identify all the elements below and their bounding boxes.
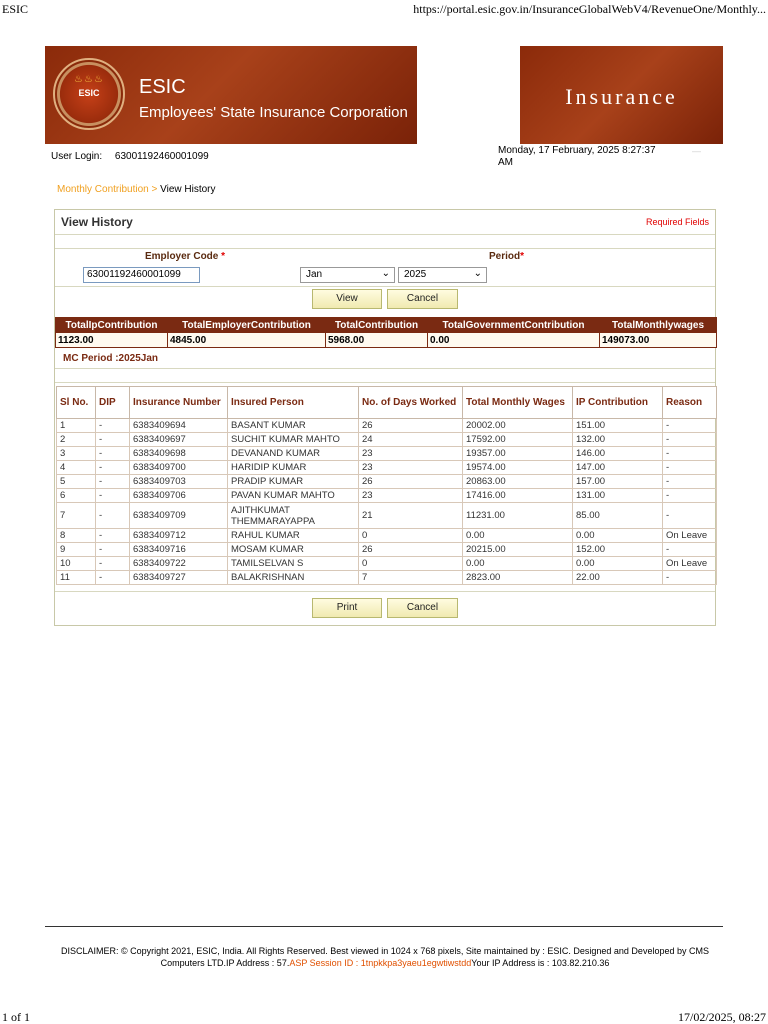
col-insured-person-cell: TAMILSELVAN S (228, 557, 359, 571)
table-row (57, 503, 717, 529)
col-insurance-number-cell: 6383409727 (130, 571, 228, 585)
disclaimer-ip: Computers LTD.IP Address : 57. (160, 958, 290, 968)
cancel-bottom-button[interactable]: Cancel (387, 598, 458, 618)
period-label: Period* (489, 251, 525, 262)
col-sl-no-cell: 4 (57, 461, 96, 475)
col-monthly-wages-cell: 20215.00 (463, 543, 573, 557)
header-right-link[interactable]: — (692, 146, 701, 156)
col-insured-person-cell: AJITHKUMAT THEMMARAYAPPA (228, 503, 359, 529)
col-monthly-wages-cell: 20863.00 (463, 475, 573, 489)
col-days-worked-cell: 23 (359, 489, 463, 503)
col-insurance-number-cell: 6383409709 (130, 503, 228, 529)
total-monthly-wages-value: 149073.00 (600, 333, 717, 348)
table-row (57, 529, 717, 543)
insurance-banner (520, 46, 723, 144)
table-row (57, 461, 717, 475)
col-sl-no-cell: 1 (57, 419, 96, 433)
col-ip-contribution-header: IP Contribution (573, 387, 663, 419)
col-insured-person-cell: BASANT KUMAR (228, 419, 359, 433)
col-insurance-number-cell: 6383409700 (130, 461, 228, 475)
col-ip-contribution-cell: 151.00 (573, 419, 663, 433)
col-insured-person-cell: MOSAM KUMAR (228, 543, 359, 557)
print-button[interactable]: Print (312, 598, 382, 618)
col-days-worked-cell: 24 (359, 433, 463, 447)
col-sl-no-cell: 7 (57, 503, 96, 529)
col-dip-cell: - (96, 419, 130, 433)
required-fields-note: Required Fields (645, 217, 709, 227)
col-reason-header: Reason (663, 387, 717, 419)
col-ip-contribution-cell: 85.00 (573, 503, 663, 529)
disclaimer (40, 945, 730, 969)
esic-logo (53, 58, 125, 130)
breadcrumb (57, 184, 216, 195)
col-days-worked-cell: 0 (359, 557, 463, 571)
col-sl-no-cell: 8 (57, 529, 96, 543)
session-id: ASP Session ID : 1tnpkkpa3yaeu1egwtiwstdd (289, 958, 472, 968)
col-dip-header: DIP (96, 387, 130, 419)
col-insured-person-cell: PAVAN KUMAR MAHTO (228, 489, 359, 503)
chevron-down-icon: ⌄ (381, 268, 390, 279)
col-insured-person-cell: SUCHIT KUMAR MAHTO (228, 433, 359, 447)
table-row (57, 447, 717, 461)
footer-divider (45, 926, 723, 927)
col-ip-contribution-cell: 0.00 (573, 529, 663, 543)
user-login (51, 151, 209, 162)
total-government-contribution-value: 0.00 (428, 333, 600, 348)
table-row (57, 419, 717, 433)
disclaimer-line-2 (40, 957, 730, 969)
col-dip-cell: - (96, 503, 130, 529)
divider (55, 248, 715, 249)
totals-table (55, 317, 717, 348)
col-reason-cell: - (663, 461, 717, 475)
breadcrumb-separator: > (151, 184, 158, 195)
year-select[interactable]: 2025 ⌄ (398, 267, 487, 283)
chevron-down-icon: ⌄ (473, 268, 482, 279)
col-days-worked-cell: 21 (359, 503, 463, 529)
col-reason-cell: - (663, 433, 717, 447)
col-monthly-wages-cell: 0.00 (463, 529, 573, 543)
col-insurance-number-cell: 6383409706 (130, 489, 228, 503)
view-history-panel (54, 209, 716, 626)
col-days-worked-cell: 23 (359, 447, 463, 461)
table-row (57, 543, 717, 557)
col-sl-no-cell: 6 (57, 489, 96, 503)
col-monthly-wages-header: Total Monthly Wages (463, 387, 573, 419)
col-sl-no-cell: 5 (57, 475, 96, 489)
insurance-title: Insurance (565, 84, 678, 109)
col-monthly-wages-cell: 0.00 (463, 557, 573, 571)
col-sl-no-cell: 2 (57, 433, 96, 447)
col-dip-cell: - (96, 433, 130, 447)
print-timestamp: 17/02/2025, 08:27 (677, 1010, 766, 1024)
col-days-worked-header: No. of Days Worked (359, 387, 463, 419)
col-insured-person-cell: HARIDIP KUMAR (228, 461, 359, 475)
current-datetime: Monday, 17 February, 2025 8:27:37 AM (498, 145, 656, 168)
col-ip-contribution-cell: 132.00 (573, 433, 663, 447)
divider (55, 286, 715, 287)
employer-code-label: Employer Code * (145, 251, 226, 262)
col-sl-no-cell: 9 (57, 543, 96, 557)
col-sl-no-header: Sl No. (57, 387, 96, 419)
col-monthly-wages-cell: 2823.00 (463, 571, 573, 585)
table-row (57, 557, 717, 571)
total-contribution-header: TotalContribution (326, 318, 428, 333)
mc-period: MC Period :2025Jan (63, 353, 159, 364)
col-reason-cell: - (663, 419, 717, 433)
col-reason-cell: - (663, 475, 717, 489)
total-employer-contribution-value: 4845.00 (168, 333, 326, 348)
col-insurance-number-cell: 6383409703 (130, 475, 228, 489)
col-days-worked-cell: 26 (359, 419, 463, 433)
col-ip-contribution-cell: 22.00 (573, 571, 663, 585)
col-reason-cell: On Leave (663, 557, 717, 571)
col-days-worked-cell: 23 (359, 461, 463, 475)
total-employer-contribution-header: TotalEmployerContribution (168, 318, 326, 333)
esic-banner (45, 46, 417, 144)
user-ip: Your IP Address is : 103.82.210.36 (471, 958, 610, 968)
col-monthly-wages-cell: 19574.00 (463, 461, 573, 475)
col-insurance-number-cell: 6383409722 (130, 557, 228, 571)
col-days-worked-cell: 0 (359, 529, 463, 543)
col-ip-contribution-cell: 157.00 (573, 475, 663, 489)
col-sl-no-cell: 3 (57, 447, 96, 461)
print-header-url: https://portal.esic.gov.in/InsuranceGlobalWebV4/RevenueOne/Monthly... (413, 2, 766, 16)
print-page-count: 1 of 1 (2, 1010, 30, 1024)
col-dip-cell: - (96, 447, 130, 461)
breadcrumb-current: View History (160, 184, 216, 195)
col-sl-no-cell: 10 (57, 557, 96, 571)
col-monthly-wages-cell: 19357.00 (463, 447, 573, 461)
col-reason-cell: - (663, 543, 717, 557)
col-reason-cell: On Leave (663, 529, 717, 543)
col-insurance-number-cell: 6383409712 (130, 529, 228, 543)
col-ip-contribution-cell: 152.00 (573, 543, 663, 557)
divider (55, 234, 715, 235)
col-dip-cell: - (96, 571, 130, 585)
divider (55, 382, 715, 383)
col-insurance-number-cell: 6383409716 (130, 543, 228, 557)
col-monthly-wages-cell: 17592.00 (463, 433, 573, 447)
view-button[interactable]: View (312, 289, 382, 309)
lamp-icon: ♨♨♨ (74, 74, 104, 85)
col-reason-cell: - (663, 503, 717, 529)
col-sl-no-cell: 11 (57, 571, 96, 585)
col-dip-cell: - (96, 489, 130, 503)
cancel-button[interactable]: Cancel (387, 289, 458, 309)
col-dip-cell: - (96, 461, 130, 475)
col-days-worked-cell: 7 (359, 571, 463, 585)
print-header-title: ESIC (2, 2, 29, 16)
panel-title: View History (61, 215, 133, 229)
col-insured-person-cell: RAHUL KUMAR (228, 529, 359, 543)
col-monthly-wages-cell: 11231.00 (463, 503, 573, 529)
month-select[interactable]: Jan ⌄ (300, 267, 395, 283)
col-monthly-wages-cell: 17416.00 (463, 489, 573, 503)
col-ip-contribution-cell: 0.00 (573, 557, 663, 571)
divider (55, 591, 715, 592)
total-ip-contribution-value: 1123.00 (56, 333, 168, 348)
user-login-id: 63001192460001099 (114, 151, 209, 162)
col-reason-cell: - (663, 571, 717, 585)
col-ip-contribution-cell: 131.00 (573, 489, 663, 503)
col-dip-cell: - (96, 475, 130, 489)
col-ip-contribution-cell: 146.00 (573, 447, 663, 461)
contribution-grid (56, 386, 717, 585)
col-dip-cell: - (96, 543, 130, 557)
total-ip-contribution-header: TotalIpContribution (56, 318, 168, 333)
employer-code-input[interactable]: 63001192460001099 (83, 267, 200, 283)
table-row (57, 571, 717, 585)
col-dip-cell: - (96, 557, 130, 571)
col-ip-contribution-cell: 147.00 (573, 461, 663, 475)
col-reason-cell: - (663, 447, 717, 461)
disclaimer-line-1: DISCLAIMER: © Copyright 2021, ESIC, India. All Rights Reserved. Best viewed in 1024 x 768 pixels, Site maintained by : ESIC. Designed and Developed by CMS (61, 946, 709, 956)
col-insurance-number-cell: 6383409697 (130, 433, 228, 447)
col-days-worked-cell: 26 (359, 543, 463, 557)
brand-long-name: Employees' State Insurance Corporation (139, 104, 408, 121)
col-insured-person-header: Insured Person (228, 387, 359, 419)
breadcrumb-monthly-contribution[interactable]: Monthly Contribution (57, 184, 149, 195)
col-days-worked-cell: 26 (359, 475, 463, 489)
logo-text: ESIC (78, 88, 100, 98)
col-insured-person-cell: BALAKRISHNAN (228, 571, 359, 585)
total-government-contribution-header: TotalGovernmentContribution (428, 318, 600, 333)
col-insured-person-cell: PRADIP KUMAR (228, 475, 359, 489)
col-insurance-number-cell: 6383409694 (130, 419, 228, 433)
total-contribution-value: 5968.00 (326, 333, 428, 348)
table-row (57, 489, 717, 503)
col-dip-cell: - (96, 529, 130, 543)
table-row (57, 433, 717, 447)
user-login-label: User Login: (51, 151, 103, 162)
col-insurance-number-header: Insurance Number (130, 387, 228, 419)
col-monthly-wages-cell: 20002.00 (463, 419, 573, 433)
total-monthly-wages-header: TotalMonthlywages (600, 318, 717, 333)
divider (55, 368, 715, 369)
brand-short-name: ESIC (139, 76, 186, 98)
col-reason-cell: - (663, 489, 717, 503)
col-insured-person-cell: DEVANAND KUMAR (228, 447, 359, 461)
col-insurance-number-cell: 6383409698 (130, 447, 228, 461)
table-row (57, 475, 717, 489)
